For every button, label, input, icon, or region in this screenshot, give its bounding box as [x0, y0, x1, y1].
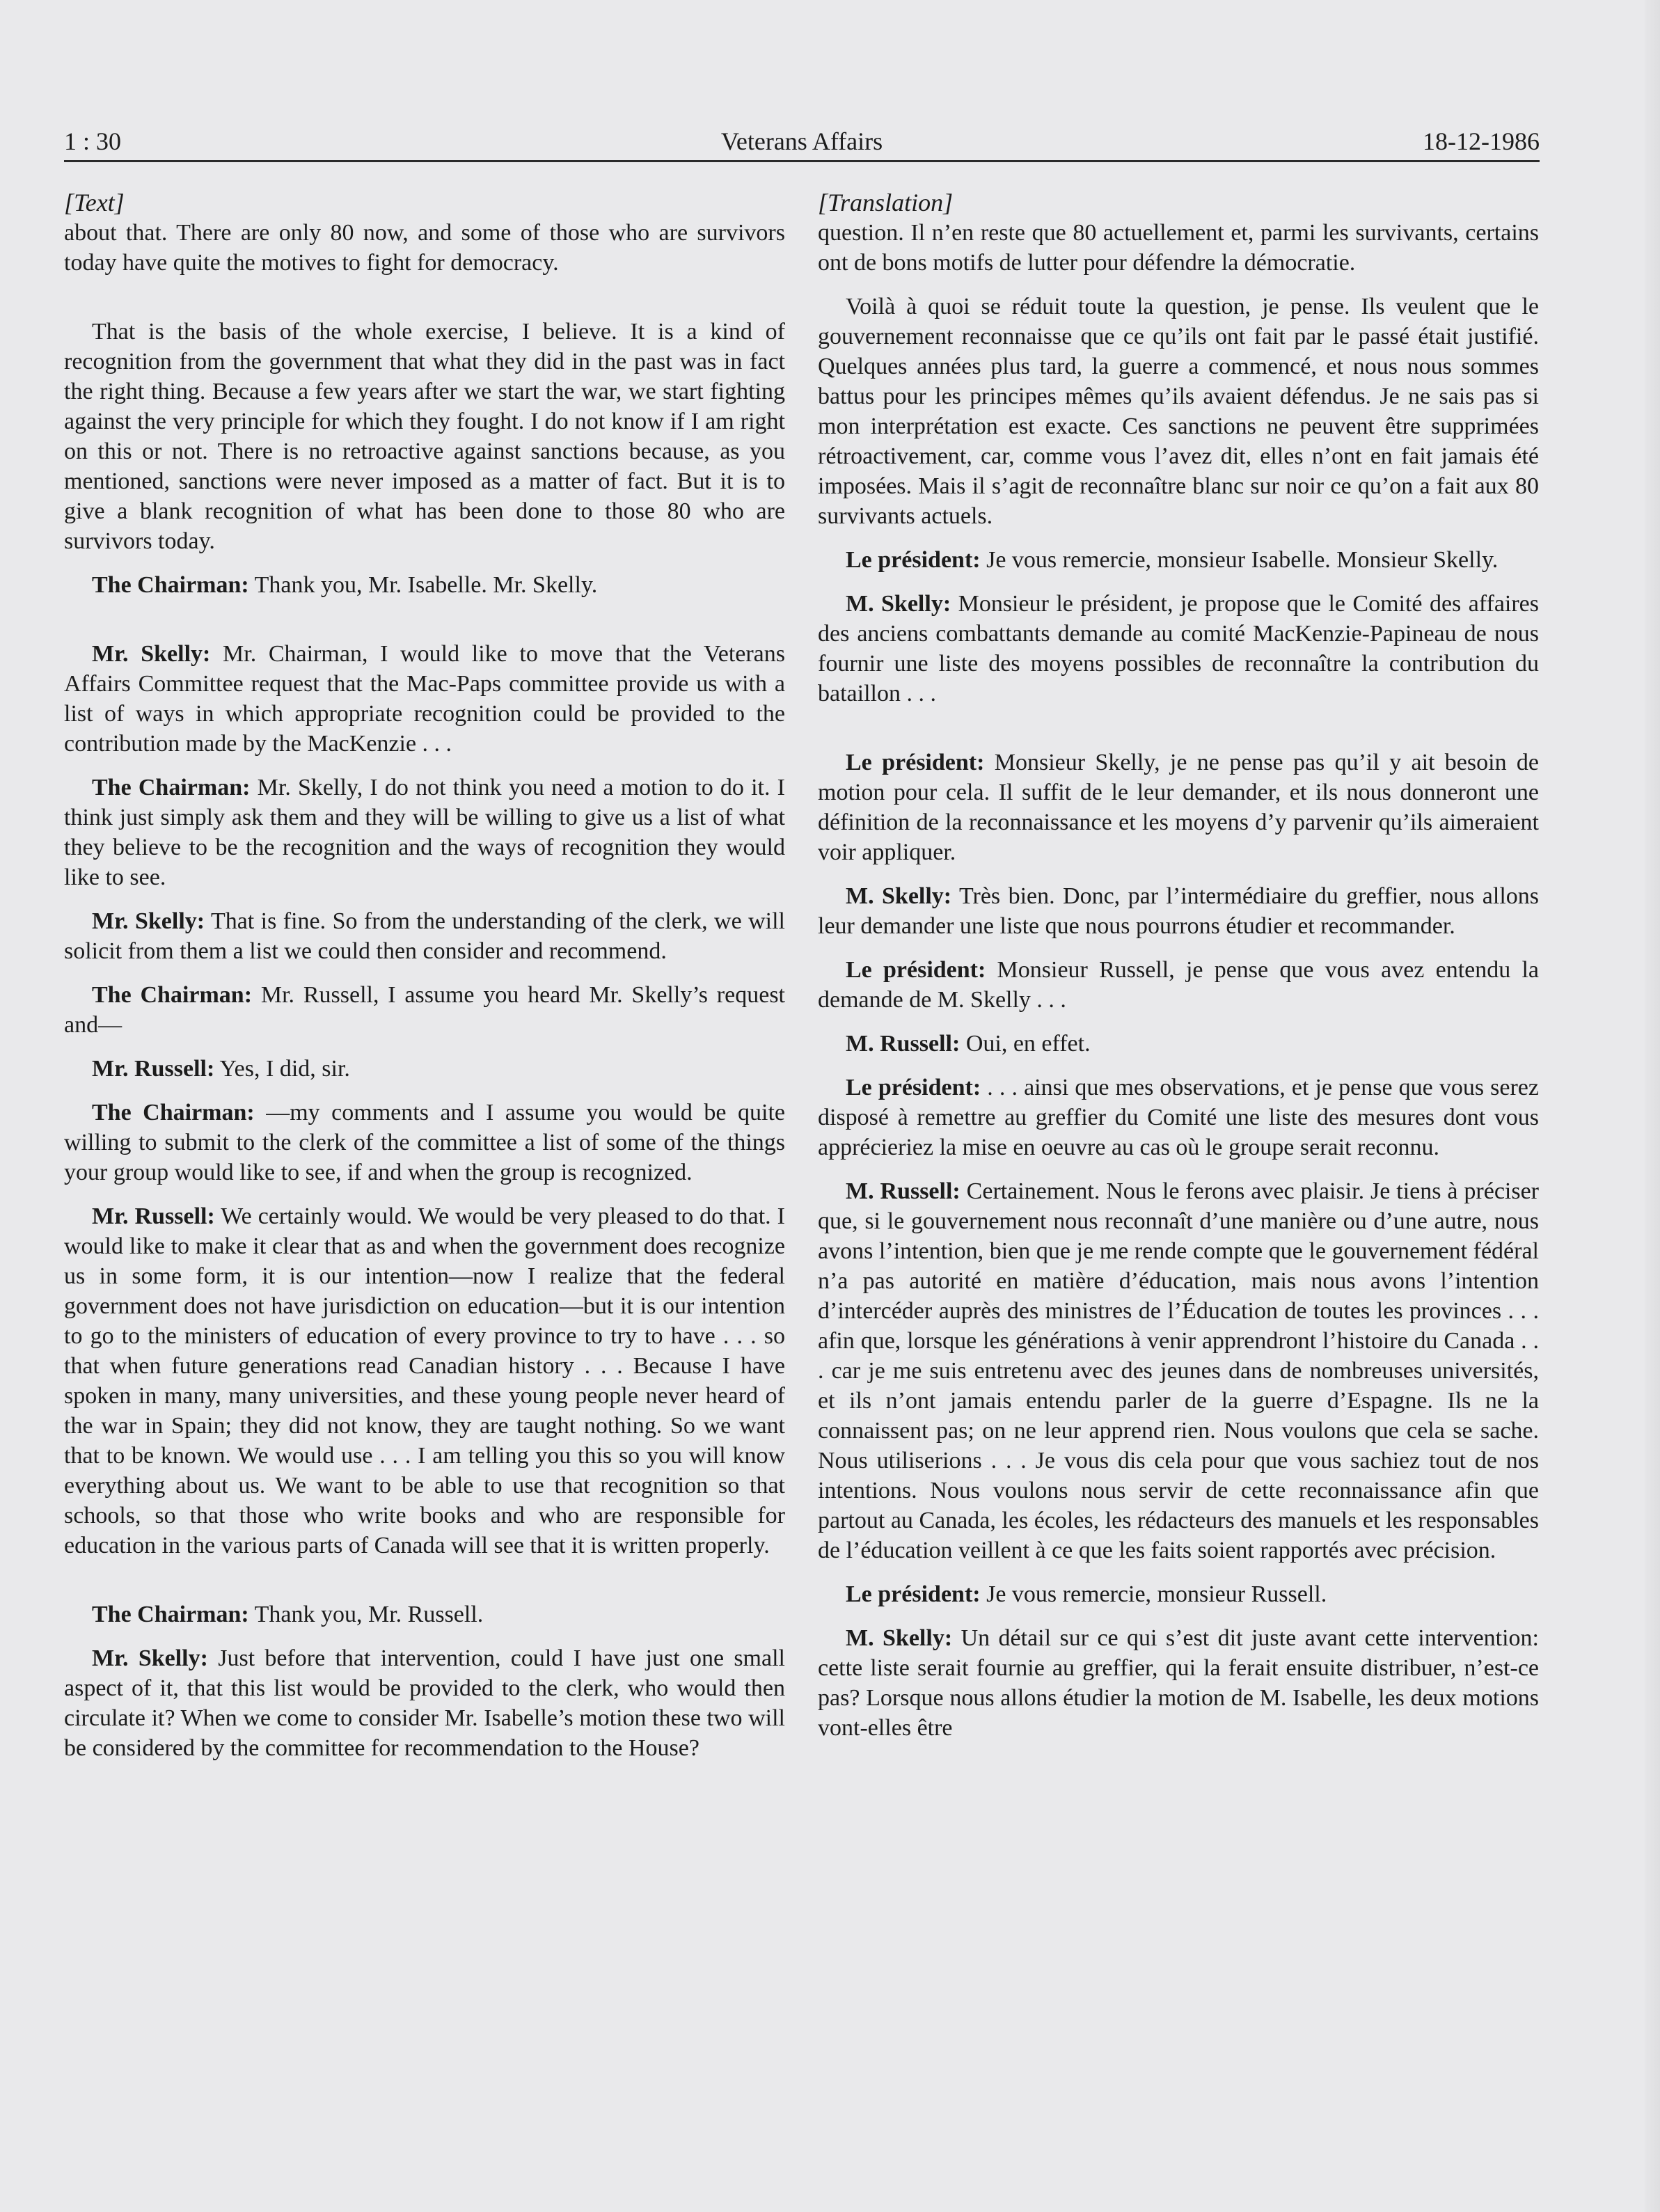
- speaker-name: Mr. Skelly:: [92, 1645, 208, 1671]
- running-header: [64, 120, 1540, 162]
- speaker-name: The Chairman:: [92, 1100, 255, 1125]
- french-column: [818, 188, 1539, 1757]
- speaker-name: Le président:: [846, 957, 986, 983]
- speaker-name: Le président:: [846, 1581, 981, 1607]
- speaker-name: The Chairman:: [92, 775, 251, 800]
- paragraph: M. Russell: Oui, en effet.: [846, 1031, 1091, 1057]
- paragraph: M. Russell: Certainement. Nous le ferons avec plaisir. Je tiens à préciser que, si le gouvernement nous reconnaît d’une manière ou d’une autre, nous avons l’intention, bien que je me rende compte que le gouvernement fédéral n’a pas autorité en matière d’éducation, mais nous avons l’intention d’intercéder auprès des ministres de l’Éducation de toutes les provinces . . . afin que, lorsque les générations à venir apprendront l’histoire du Canada . . . car je me suis entretenu avec des jeunes dans de nombreuses universités, et ils n’ont jamais entendu parler de la guerre d’Espagne. Ils ne la connaissent pas; on ne leur apprend rien. Nous voulons que cela se sache. Nous utiliserions . . . Je vous dis cela pour que vous sachiez tout de nos intentions. Nous voulons nous servir de cette reconnaissance afin que partout au Canada, les écoles, les rédacteurs des manuels et les responsables de l’éducation veillent à ce que les faits soient rapportés avec précision.: [818, 1178, 1539, 1563]
- page-edge-shadow: [1645, 0, 1660, 2212]
- paragraph: Mr. Russell: Yes, I did, sir.: [92, 1056, 350, 1082]
- paragraph: M. Skelly: Très bien. Donc, par l’intermédiaire du greffier, nous allons leur demander une liste que nous pourrons étudier et recommander.: [818, 883, 1540, 939]
- paragraph: Le président: Je vous remercie, monsieur Isabelle. Monsieur Skelly.: [846, 547, 1499, 573]
- speaker-name: M. Skelly:: [846, 1625, 953, 1651]
- paragraph: question. Il n’en reste que 80 actuellement et, parmi les survivants, certains ont de bons motifs de lutter pour défendre la démocratie.: [818, 220, 1539, 276]
- paragraph: M. Skelly: Monsieur le président, je propose que le Comité des affaires des anciens combattants demande au comité MacKenzie-Papineau de nous fournir une liste des moyens possibles de reconnaître la contribution du bataillon . . .: [818, 591, 1540, 706]
- header-date: 18-12-1986: [1423, 127, 1540, 155]
- paragraph: about that. There are only 80 now, and some of those who are survivors today have quite the motives to fight for democracy.: [64, 220, 785, 276]
- text-marker: [Text]: [64, 189, 125, 216]
- paragraph: Le président: . . . ainsi que mes observations, et je pense que vous serez disposé à remettre au greffier du Comité une liste des mesures dont vous apprécieriez la mise en oeuvre au cas où le groupe serait reconnu.: [818, 1075, 1539, 1160]
- paragraph: The Chairman: Mr. Russell, I assume you heard Mr. Skelly’s request and—: [64, 982, 785, 1038]
- speaker-name: Mr. Russell:: [92, 1056, 215, 1082]
- paragraph: Le président: Monsieur Skelly, je ne pense pas qu’il y ait besoin de motion pour cela. Il suffit de le leur demander, et ils nous donneront une définition de la reconnaissance et les moyens d’y parvenir qu’ils aimeraient voir appliquer.: [818, 750, 1539, 865]
- speaker-name: M. Russell:: [846, 1031, 961, 1057]
- english-column: [64, 188, 785, 1777]
- paragraph: Mr. Skelly: Just before that intervention, could I have just one small aspect of it, that this list would be provided to the clerk, who would then circulate it? When we come to consider Mr. Isabelle’s motion these two will be considered by the committee for recommendation to the House?: [64, 1645, 785, 1761]
- speaker-name: The Chairman:: [92, 982, 253, 1008]
- speaker-name: Le président:: [846, 1075, 981, 1100]
- paragraph: Voilà à quoi se réduit toute la question, je pense. Ils veulent que le gouvernement reconnaisse que ce qu’ils ont fait par le passé était justifié. Quelques années plus tard, la guerre a commencé, et nous nous sommes battus pour les principes mêmes qu’ils avaient défendus. Je ne sais pas si mon interprétation est exacte. Ces sanctions ne peuvent être supprimées rétroactivement, car, comme vous l’avez dit, elles n’ont en fait jamais été imposées. Mais il s’agit de reconnaître blanc sur noir ce qu’on a fait aux 80 survivants actuels.: [818, 294, 1539, 529]
- paragraph: Mr. Russell: We certainly would. We would be very pleased to do that. I would like to make it clear that as and when the government does recognize us in some form, it is our intention—now I realize that the federal government does not have jurisdiction on education—but it is our intention to go to the ministers of education of every province to try to have . . . so that when future generations read Canadian history . . . Because I have spoken in many, many universities, and these young people never heard of the war in Spain; they did not know, they are taught nothing. So we want that to be known. We would use . . . I am telling you this so you will know everything about us. We want to be able to use that recognition so that schools, so that those who write books and who are responsible for education in the various parts of Canada will see that it is written properly.: [64, 1203, 785, 1558]
- paragraph: Le président: Je vous remercie, monsieur Russell.: [846, 1581, 1327, 1607]
- speaker-name: M. Russell:: [846, 1178, 961, 1204]
- running-title: Veterans Affairs: [720, 127, 883, 155]
- paragraph: The Chairman: Mr. Skelly, I do not think you need a motion to do it. I think just simply ask them and they will be willing to give us a list of what they believe to be the recognition and the ways of recognition they would like to see.: [64, 775, 786, 890]
- paragraph: The Chairman: —my comments and I assume you would be quite willing to submit to the clerk of the committee a list of some of the things your group would like to see, if and when the group is recognized.: [64, 1100, 785, 1185]
- translation-marker: [Translation]: [818, 189, 954, 216]
- paragraph: That is the basis of the whole exercise, I believe. It is a kind of recognition from the government that what they did in the past was in fact the right thing. Because a few years after we start the war, we start fighting against the very principle for which they fought. I do not know if I am right on this or not. There is no retroactive against sanctions because, as you mentioned, sanctions were never imposed as a matter of fact. But it is to give a blank recognition of what has been done to those 80 who are survivors today.: [64, 319, 785, 554]
- speaker-name: M. Skelly:: [846, 591, 951, 617]
- paragraph: The Chairman: Thank you, Mr. Russell.: [92, 1602, 484, 1627]
- paragraph: Le président: Monsieur Russell, je pense que vous avez entendu la demande de M. Skelly . . .: [818, 957, 1540, 1013]
- speaker-name: Mr. Skelly:: [92, 641, 211, 667]
- paragraph: M. Skelly: Un détail sur ce qui s’est dit juste avant cette intervention: cette liste serait fournie au greffier, qui la ferait ensuite distribuer, n’est-ce pas? Lorsque nous allons étudier la motion de M. Isabelle, les deux motions vont-elles être: [818, 1625, 1539, 1741]
- speaker-name: M. Skelly:: [846, 883, 952, 909]
- page-number: 1 : 30: [64, 127, 122, 155]
- speaker-name: The Chairman:: [92, 572, 249, 598]
- paragraph: Mr. Skelly: Mr. Chairman, I would like to move that the Veterans Affairs Committee request that the Mac-Paps committee provide us with a list of ways in which appropriate recognition could be provided to the contribution made by the MacKenzie . . .: [64, 641, 785, 757]
- paragraph: Mr. Skelly: That is fine. So from the understanding of the clerk, we will solicit from them a list we could then consider and recommend.: [64, 908, 785, 964]
- speaker-name: Mr. Skelly:: [92, 908, 205, 934]
- paragraph: The Chairman: Thank you, Mr. Isabelle. Mr. Skelly.: [92, 572, 598, 598]
- speaker-name: Le président:: [846, 750, 985, 775]
- speaker-name: Mr. Russell:: [92, 1203, 215, 1229]
- speaker-name: Le président:: [846, 547, 981, 573]
- speaker-name: The Chairman:: [92, 1602, 249, 1627]
